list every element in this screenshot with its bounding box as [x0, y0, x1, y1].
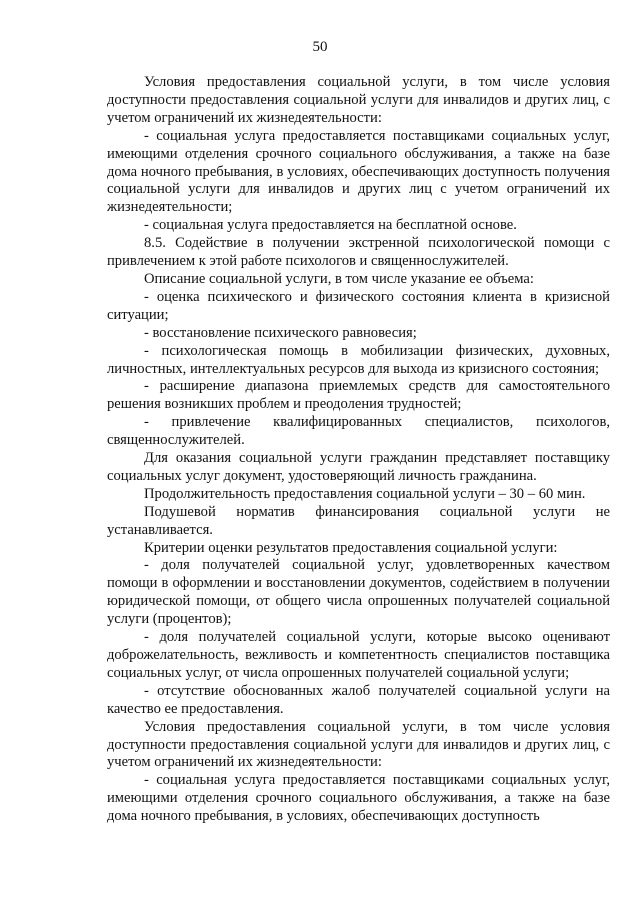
list-item-restoration: - восстановление психического равновесия;	[144, 324, 417, 341]
list-item-no-complaints: - отсутствие обоснованных жалоб получателей социальной услуги на качество ее предоставления.	[107, 682, 610, 717]
paragraph-duration: Продолжительность предоставления социальной услуги – 30 – 60 мин.	[144, 485, 586, 502]
list-item-psychological-help: - психологическая помощь в мобилизации физических, духовных, личностных, интеллектуальных ресурсов для выхода из кризисного состояния;	[107, 342, 610, 377]
paragraph-conditions-heading-repeat: Условия предоставления социальной услуги, в том числе условия доступности предоставления социальной услуги для инвалидов и других лиц, с учетом ограничений их жизнедеятельности:	[107, 718, 610, 771]
paragraph-provider-conditions-repeat: - социальная услуга предоставляется поставщиками социальных услуг, имеющими отделения срочного социального обслуживания, а также на базе дома ночного пребывания, в условиях, обеспечивающих доступность	[107, 772, 610, 825]
list-item-involving-specialists: - привлечение квалифицированных специалистов, психологов, священнослужителей.	[107, 414, 610, 449]
paragraph-description-heading: Описание социальной услуги, в том числе указание ее объема:	[144, 270, 534, 287]
paragraph-conditions-heading: Условия предоставления социальной услуги, в том числе условия доступности предоставления социальной услуги для инвалидов и других лиц, с учетом ограничений их жизнедеятельности:	[107, 74, 610, 126]
paragraph-identity-document: Для оказания социальной услуги гражданин представляет поставщику социальных услуг документ, удостоверяющий личность гражданина.	[107, 450, 610, 484]
section-heading-8-5: 8.5. Содействие в получении экстренной психологической помощи с привлечением к этой работе психологов и священнослужителей.	[107, 235, 610, 270]
paragraph-provider-conditions: - социальная услуга предоставляется поставщиками социальных услуг, имеющими отделения срочного социального обслуживания, а также на базе дома ночного пребывания, в условиях, обеспечивающих доступность получения социальной услуги для инвалидов и других лиц с учетом ограничений их жизнедеятельности;	[107, 127, 610, 216]
document-body	[107, 74, 610, 826]
paragraph-criteria-heading: Критерии оценки результатов предоставления социальной услуги:	[144, 539, 558, 556]
page-number: 50	[312, 39, 328, 55]
list-item-satisfied-share: - доля получателей социальной услуг, удовлетворенных качеством помощи в оформлении и восстановлении документов, содействием в получении юридической помощи, от общего числа опрошенных получателей социальной услуги (процентов);	[107, 557, 610, 628]
paragraph-financing: Подушевой норматив финансирования социальной услуги не устанавливается.	[107, 503, 610, 538]
paragraph-free-of-charge: - социальная услуга предоставляется на бесплатной основе.	[144, 217, 517, 234]
list-item-high-rating-share: - доля получателей социальной услуги, которые высоко оценивают доброжелательность, вежливость и компетентность специалистов поставщика социальных услуг, от числа опрошенных получателей социальной услуги;	[107, 629, 610, 681]
list-item-expanding-range: - расширение диапазона приемлемых средств для самостоятельного решения возникших проблем и преодоления трудностей;	[107, 378, 610, 413]
list-item-assessment: - оценка психического и физического состояния клиента в кризисной ситуации;	[107, 288, 610, 323]
